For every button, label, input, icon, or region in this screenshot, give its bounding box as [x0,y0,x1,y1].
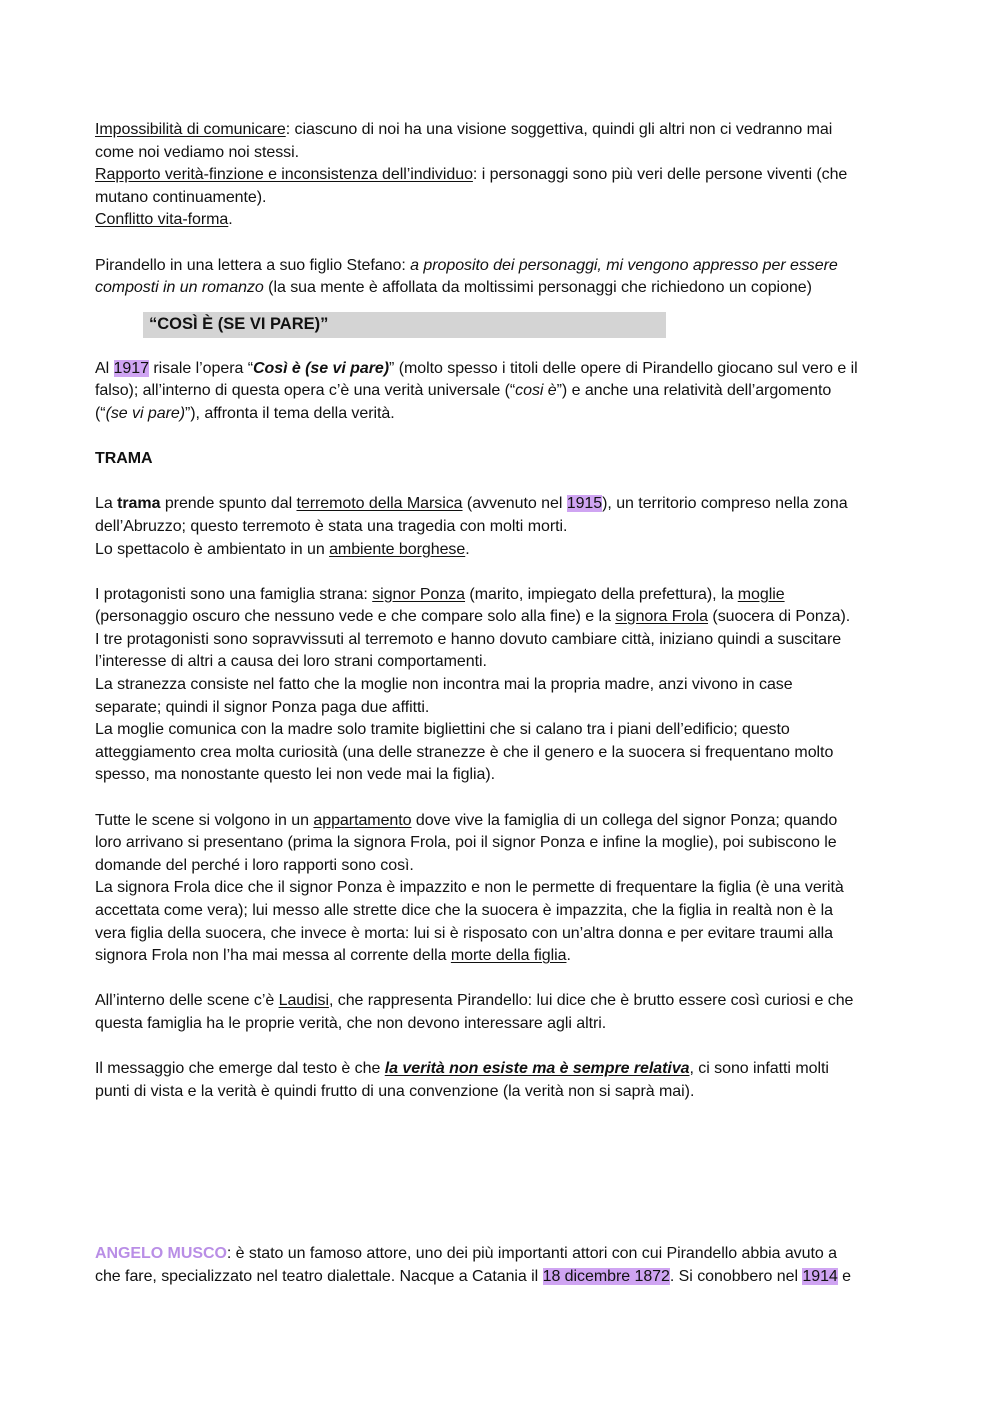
intro-line-3: Rapporto verità-finzione e inconsistenza dell’individuo: i personaggi sono più veri delle persone viventi (che [95,166,848,184]
scene-line-5: accettata come vera); lui messo alle strette dice che la suocera è impazzita, che la figlia in realtà non è la [95,902,833,919]
scene-line-7: signora Frola non l’ha mai messa al corrente della morte della figlia. [95,947,571,965]
trama-line-2: dell’Abruzzo; questo terremoto è stata una tragedia con molti morti. [95,517,568,535]
scene-line-2: loro arrivano si presentano (prima la signora Frola, poi il signor Ponza e infine la moglie), poi subiscono le [95,834,837,852]
key-message: la verità non esiste ma è sempre relativa [384,1060,690,1078]
musco-line-1: ANGELO MUSCO: è stato un famoso attore, uno dei più importanti attori con cui Pirandello abbia avuto a [95,1245,837,1263]
underlined-term: appartamento [313,811,412,829]
protagonisti-line-2: (personaggio oscuro che nessuno vede e che compare solo alla fine) e la signora Frola (suocera di Ponza). [95,608,851,626]
opera-line-2: falso); all’interno di questa opera c’è una verità universale (“cosi è”) e anche una relatività dell’argomento [95,382,832,400]
scene-line-1: Tutte le scene si volgono in un appartamento dove vive la famiglia di un collega del signor Ponza; quando [95,811,838,829]
protagonisti-line-8: atteggiamento crea molta curiosità (una delle stranezze è che il genero e la suocera si frequentano molto [95,743,834,761]
work-title: Così è (se vi pare) [253,359,390,377]
protagonisti-line-3: I tre protagonisti sono sopravvissuti al terremoto e hanno dovuto cambiare città, iniziano quindi a suscitare [95,630,842,648]
opera-line-3: (“(se vi pare)”), affronta il tema della verità. [95,404,395,422]
opera-line-1: Al 1917 risale l’opera “Così è (se vi pare)” (molto spesso i titoli delle opere di Pirandello giocano sul vero e il [95,359,858,377]
protagonisti-line-1: I protagonisti sono una famiglia strana: signor Ponza (marito, impiegato della prefettura), la moglie [95,585,785,603]
protagonisti-line-5: La stranezza consiste nel fatto che la moglie non incontra mai la propria madre, anzi vivono in case [95,676,793,694]
musco-line-2: che fare, specializzato nel teatro dialettale. Nacque a Catania il 18 dicembre 1872. Si conobbero nel 1914 e [95,1267,852,1285]
underlined-term: signor Ponza [372,585,466,603]
trama-line-3: Lo spettacolo è ambientato in un ambiente borghese. [95,540,470,558]
underlined-term: Impossibilità di comunicare [95,121,286,138]
intro-line-2: come noi vediamo noi stessi. [95,143,300,161]
highlight-year: 1915 [566,495,603,513]
underlined-term: Conflitto vita-forma [95,211,229,229]
protagonisti-line-4: l’interesse di altri a causa dei loro strani comportamenti. [95,653,487,671]
section-title: “COSÌ È (SE VI PARE)” [143,312,666,338]
messaggio-line-2: punti di vista e la verità è quindi frutto di una convenzione (la verità non si saprà mai). [95,1082,695,1100]
underlined-term: morte della figlia [450,947,567,965]
trama-line-1: La trama prende spunto dal terremoto della Marsica (avvenuto nel 1915), un territorio compreso nella zona [95,495,848,513]
underlined-term: terremoto della Marsica [296,495,463,513]
intro-line-5: Conflitto vita-forma. [95,211,233,229]
highlight-year: 1917 [113,359,149,377]
protagonisti-line-6: separate; quindi il signor Ponza paga due affitti. [95,698,430,716]
quote-italic: a proposito dei personaggi, mi vengono appresso per essere [410,256,838,274]
person-name: ANGELO MUSCO [95,1245,227,1263]
underlined-term: moglie [737,585,785,603]
laudisi-line-1: All’interno delle scene c’è Laudisi, che rappresenta Pirandello: lui dice che è brutto essere così curiosi e che [95,992,854,1010]
scene-line-6: vera figlia della suocera, che invece è morta: lui si è risposato con un’altra donna e per evitare traumi alla [95,924,834,942]
trama-heading: TRAMA [95,450,153,468]
scene-line-3: domande del perché i loro rapporti sono così. [95,856,414,874]
protagonisti-line-7: La moglie comunica con la madre solo tramite bigliettini che si calano tra i piani dell’edificio; questo [95,721,790,739]
highlight-year: 1914 [802,1267,838,1285]
quote-italic: composti in un romanzo [95,279,264,297]
underlined-term: ambiente borghese [329,540,466,558]
underlined-term: Rapporto verità-finzione e inconsistenza dell’individuo [95,166,473,184]
protagonisti-line-9: spesso, ma nonostante questo lei non vede mai la figlia). [95,766,496,784]
underlined-term: Laudisi [278,992,329,1010]
intro-line-4: mutano continuamente). [95,188,267,206]
letter-line-2: composti in un romanzo (la sua mente è affollata da moltissimi personaggi che richiedono un copione) [95,279,812,297]
intro-line-1: Impossibilità di comunicare: ciascuno di noi ha una visione soggettiva, quindi gli altri non ci vedranno mai [95,121,833,138]
highlight-date: 18 dicembre 1872 [542,1267,670,1285]
scene-line-4: La signora Frola dice che il signor Ponza è impazzito e non le permette di frequentare la figlia (è una verità [95,879,844,897]
underlined-term: signora Frola [615,608,709,626]
laudisi-line-2: questa famiglia ha le proprie verità, che non devono interessare agli altri. [95,1014,607,1032]
messaggio-line-1: Il messaggio che emerge dal testo è che la verità non esiste ma è sempre relativa, ci sono infatti molti [95,1060,829,1078]
letter-line-1: Pirandello in una lettera a suo figlio Stefano: a proposito dei personaggi, mi vengono appresso per essere [95,256,838,274]
